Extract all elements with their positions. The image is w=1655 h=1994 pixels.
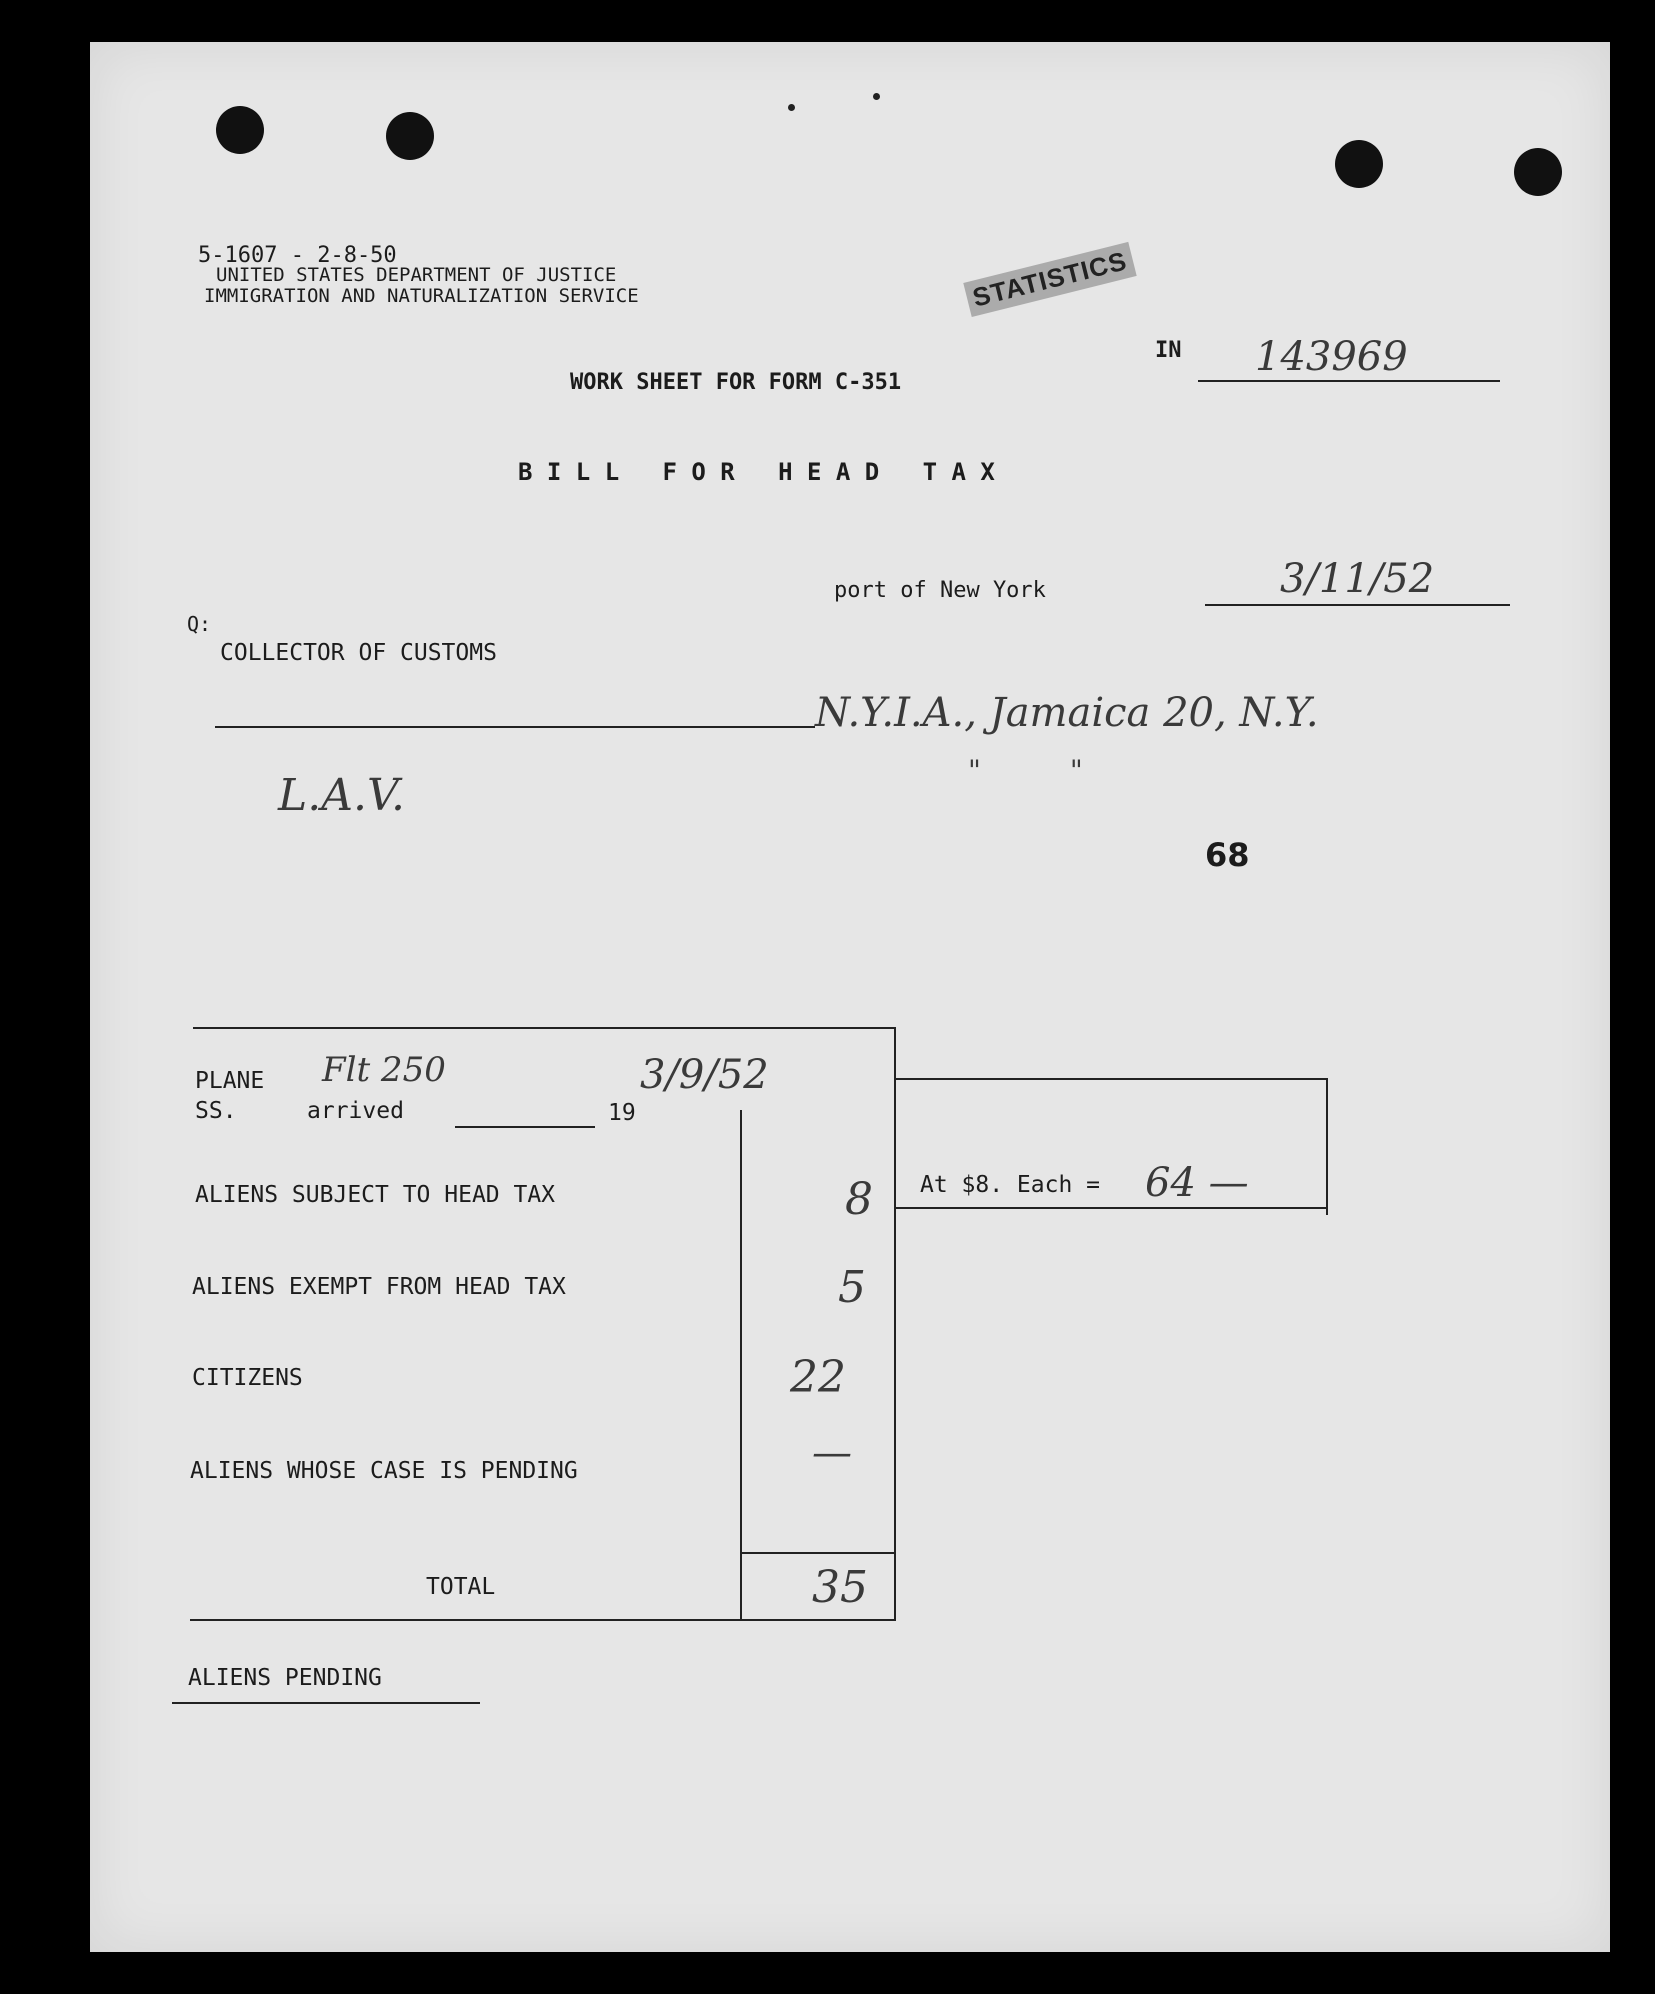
- rate-box-right: [1326, 1078, 1328, 1215]
- total-value: 35: [812, 1562, 868, 1613]
- form-number: 5-1607 - 2-8-50: [198, 243, 397, 268]
- collector-label: COLLECTOR OF CUSTOMS: [220, 640, 497, 666]
- flight-number: Flt 250: [322, 1050, 446, 1090]
- aliens-pending-case-label: ALIENS WHOSE CASE IS PENDING: [190, 1458, 578, 1484]
- punch-hole-1: [216, 106, 264, 154]
- in-number-underline: [1198, 380, 1500, 382]
- form-title: WORK SHEET FOR FORM C-351: [570, 370, 902, 395]
- page-number: 68: [1205, 836, 1250, 874]
- in-label: IN: [1155, 338, 1182, 363]
- table-top-border: [193, 1027, 895, 1029]
- citizens-value: 22: [790, 1352, 846, 1403]
- table-bottom-border: [190, 1619, 895, 1621]
- punch-hole-4: [1514, 148, 1562, 196]
- service-line: IMMIGRATION AND NATURALIZATION SERVICE: [204, 285, 639, 307]
- rate-box-top: [896, 1078, 1328, 1080]
- table-right-border: [894, 1027, 896, 1621]
- aliens-exempt-value: 5: [838, 1262, 866, 1313]
- arrived-date-underline: [455, 1126, 595, 1128]
- aliens-pending-label: ALIENS PENDING: [188, 1665, 382, 1691]
- arrived-label: arrived: [307, 1098, 404, 1124]
- aliens-pending-underline: [172, 1702, 480, 1704]
- port-label: port of New York: [834, 578, 1046, 603]
- bill-date-underline: [1205, 604, 1510, 606]
- ss-label: SS.: [195, 1098, 237, 1124]
- ditto-marks: " ": [968, 754, 1083, 787]
- aliens-subject-label: ALIENS SUBJECT TO HEAD TAX: [195, 1182, 556, 1208]
- statistics-stamp: STATISTICS: [963, 242, 1136, 317]
- rate-label: At $8. Each =: [920, 1172, 1101, 1198]
- total-label: TOTAL: [426, 1574, 496, 1600]
- bill-title: B I L L F O R H E A D T A X: [518, 458, 995, 486]
- airport-address: N.Y.I.A., Jamaica 20, N.Y.: [815, 690, 1319, 736]
- table-value-divider: [740, 1110, 742, 1621]
- aliens-subject-value: 8: [845, 1174, 873, 1225]
- year-prefix: 19: [608, 1100, 636, 1126]
- initials: L.A.V.: [278, 770, 406, 821]
- ink-speck: [788, 104, 795, 111]
- plane-label: PLANE: [195, 1068, 265, 1094]
- bill-date: 3/11/52: [1280, 556, 1435, 602]
- to-label: Q:: [187, 612, 212, 636]
- citizens-label: CITIZENS: [192, 1365, 303, 1391]
- table-total-divider: [742, 1552, 895, 1554]
- collector-underline: [215, 726, 815, 728]
- rate-amount: 64 —: [1145, 1160, 1249, 1206]
- arrival-date: 3/9/52: [640, 1052, 769, 1098]
- punch-hole-2: [386, 112, 434, 160]
- aliens-exempt-label: ALIENS EXEMPT FROM HEAD TAX: [192, 1274, 566, 1300]
- rate-box-bottom: [896, 1207, 1328, 1209]
- punch-hole-3: [1335, 140, 1383, 188]
- department-line: UNITED STATES DEPARTMENT OF JUSTICE: [216, 264, 617, 286]
- ink-speck: [873, 93, 880, 100]
- aliens-pending-case-value: —: [812, 1430, 852, 1476]
- in-number: 143969: [1255, 334, 1408, 380]
